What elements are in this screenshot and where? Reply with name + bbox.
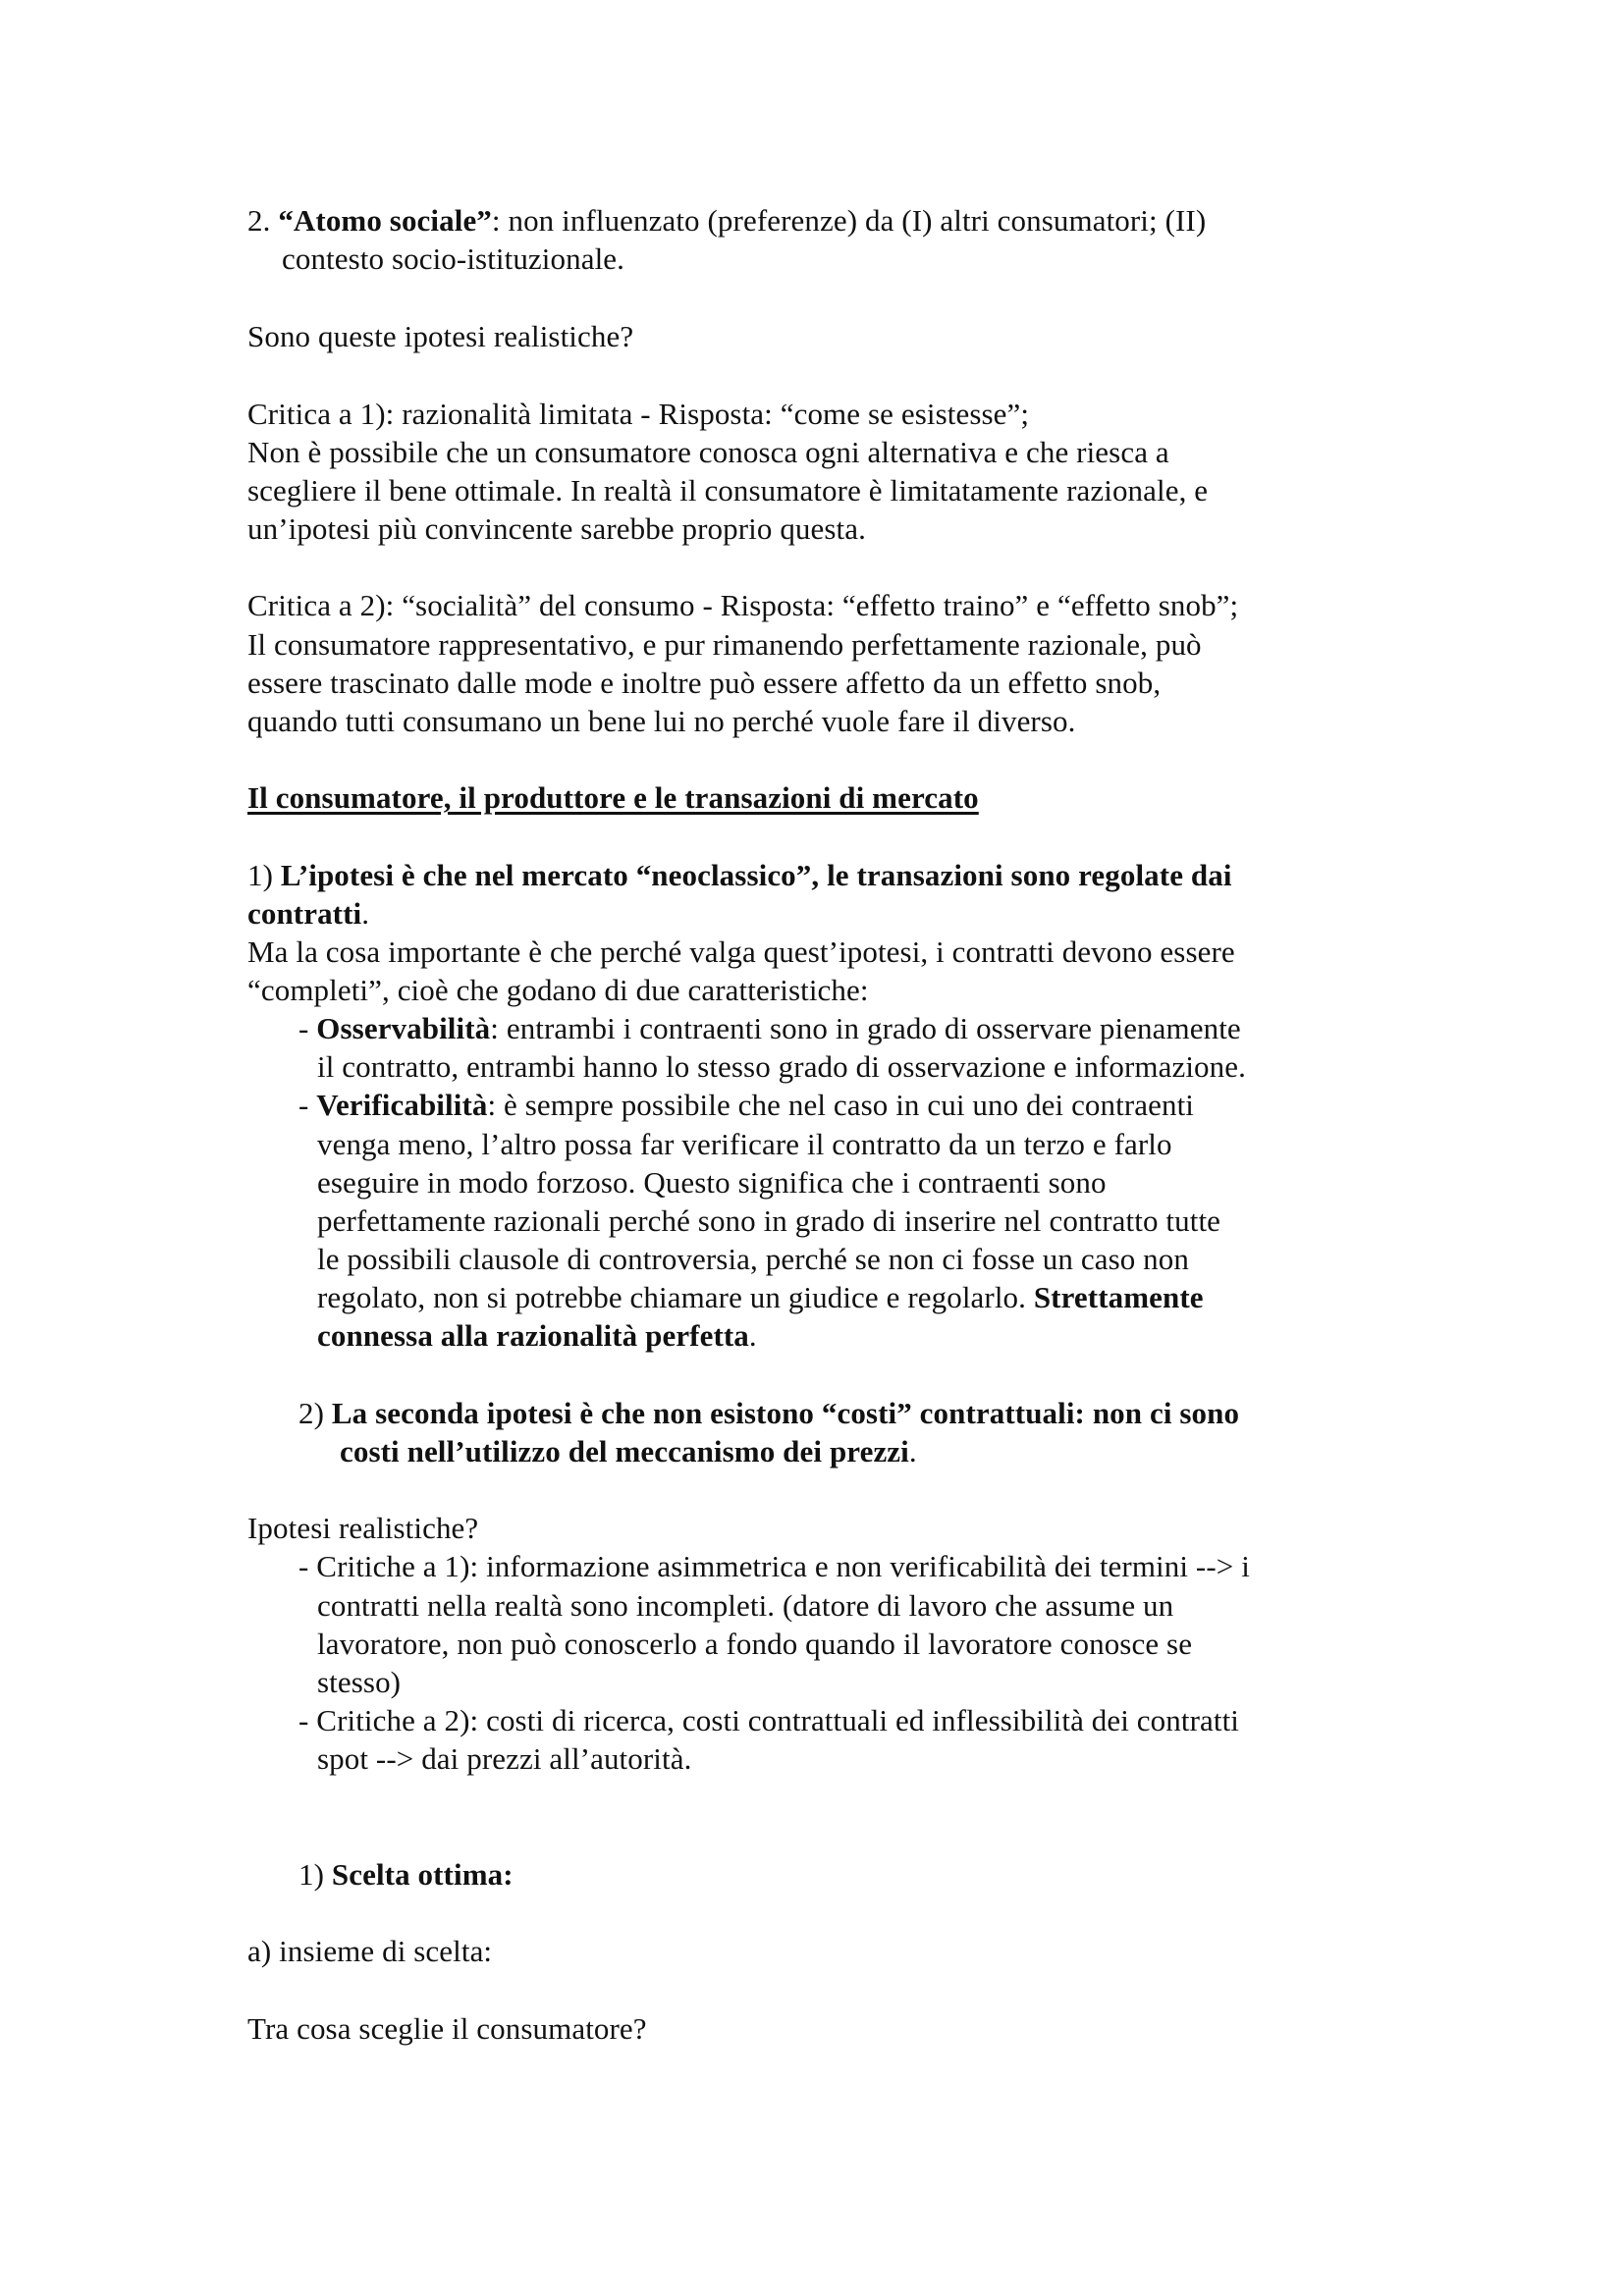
bold-text: contratti	[247, 896, 362, 931]
list-number: 2)	[298, 1396, 325, 1430]
scelta-ottima-heading	[298, 1856, 514, 1894]
list-number: 1)	[298, 1857, 325, 1892]
question-realistic: Sono queste ipotesi realistiche?	[247, 319, 634, 353]
critica-1-line-1: Critica a 1): razionalità limitata - Risposta: “come se esistesse”;	[247, 397, 1030, 431]
bold-text: costi nell’utilizzo del meccanismo dei prezzi	[340, 1434, 909, 1468]
bullet-osservabilita-line-1	[298, 1010, 1241, 1047]
critica-2-line-4: quando tutti consumano un bene lui no perché vuole fare il diverso.	[247, 704, 1076, 738]
critica-2-line-2: Il consumatore rappresentativo, e pur rimanendo perfettamente razionale, può	[247, 627, 1202, 662]
critica-2-line-1: Critica a 2): “socialità” del consumo - Risposta: “effetto traino” e “effetto snob”;	[247, 588, 1239, 622]
bullet-verificabilita-line-2: venga meno, l’altro possa far verificare il contratto da un terzo e farlo	[317, 1127, 1172, 1161]
bold-text: connessa alla razionalità perfetta	[317, 1318, 749, 1353]
section-heading: Il consumatore, il produttore e le transazioni di mercato	[247, 780, 979, 815]
bold-term: “Atomo sociale”	[278, 203, 492, 238]
bullet-verificabilita-line-7	[317, 1317, 757, 1355]
insieme-di-scelta: a) insieme di scelta:	[247, 1934, 493, 1968]
paragraph-text: : è sempre possibile che nel caso in cui uno dei contraenti	[487, 1088, 1195, 1122]
contracts-line-1: Ma la cosa importante è che perché valga quest’ipotesi, i contratti devono essere	[247, 934, 1235, 969]
list-number: 1)	[247, 858, 274, 892]
critiche-2-line-2: spot --> dai prezzi all’autorità.	[317, 1741, 692, 1776]
critiche-1-line-3: lavoratore, non può conoscerlo a fondo quando il lavoratore conosce se	[317, 1627, 1193, 1661]
bold-term: Verificabilità	[316, 1088, 488, 1122]
critiche-2-line-1	[298, 1702, 1239, 1739]
hypothesis-1-line-2	[247, 895, 369, 933]
bullet-verificabilita-line-5: le possibili clausole di controversia, perché se non ci fosse un caso non	[317, 1242, 1189, 1276]
paragraph-text: Critiche a 2): costi di ricerca, costi contrattuali ed inflessibilità dei contratti	[316, 1703, 1240, 1737]
hypothesis-2-line-1	[298, 1395, 1239, 1432]
critica-1-line-3: scegliere il bene ottimale. In realtà il consumatore è limitatamente razionale, e	[247, 473, 1209, 507]
bold-text: La seconda ipotesi è che non esistono “costi” contrattuali: non ci sono	[331, 1396, 1240, 1430]
paragraph-text: : non influenzato (preferenze) da (I) altri consumatori; (II)	[491, 203, 1207, 238]
question-realistic-2: Ipotesi realistiche?	[247, 1511, 479, 1545]
critica-1-line-4: un’ipotesi più convincente sarebbe proprio questa.	[247, 511, 866, 546]
paragraph-text: : entrambi i contraenti sono in grado di osservare pienamente	[490, 1011, 1241, 1045]
paragraph-text: contesto socio-istituzionale.	[282, 241, 624, 276]
atomo-sociale-line-1	[247, 202, 1206, 240]
bullet-verificabilita-line-6	[317, 1279, 1204, 1316]
hypothesis-2-line-2	[340, 1433, 917, 1470]
bullet-verificabilita-line-4: perfettamente razionali perché sono in grado di inserire nel contratto tutte	[317, 1203, 1221, 1238]
hypothesis-1-line-1	[247, 857, 1232, 894]
critiche-1-line-4: stesso)	[317, 1665, 402, 1699]
bullet-verificabilita-line-3: eseguire in modo forzoso. Questo significa che i contraenti sono	[317, 1165, 1107, 1200]
critiche-1-line-1	[298, 1548, 1250, 1585]
bullet-dash: -	[298, 1703, 309, 1737]
question-consumer-choice: Tra cosa sceglie il consumatore?	[247, 2011, 647, 2046]
bullet-dash: -	[298, 1549, 309, 1583]
punctuation: .	[361, 896, 370, 931]
list-number: 2.	[247, 203, 271, 238]
bold-text: Strettamente	[1033, 1280, 1204, 1314]
paragraph-text: regolato, non si potrebbe chiamare un giudice e regolarlo.	[317, 1280, 1034, 1314]
punctuation: .	[908, 1434, 917, 1468]
bold-term: Osservabilità	[316, 1011, 491, 1045]
bullet-verificabilita-line-1	[298, 1087, 1194, 1124]
atomo-sociale-line-2	[282, 240, 624, 278]
critiche-1-line-2: contratti nella realtà sono incompleti. (datore di lavoro che assume un	[317, 1588, 1174, 1623]
critica-1-line-2: Non è possibile che un consumatore conosca ogni alternativa e che riesca a	[247, 435, 1169, 469]
contracts-line-2: “completi”, cioè che godano di due caratteristiche:	[247, 973, 869, 1007]
bold-text: L’ipotesi è che nel mercato “neoclassico”, le transazioni sono regolate dai	[280, 858, 1232, 892]
bold-text: Scelta ottima:	[331, 1857, 514, 1892]
punctuation: .	[748, 1318, 757, 1353]
bullet-dash: -	[298, 1088, 309, 1122]
bullet-osservabilita-line-2: il contratto, entrambi hanno lo stesso grado di osservazione e informazione.	[317, 1049, 1246, 1084]
paragraph-text: Critiche a 1): informazione asimmetrica e non verificabilità dei termini --> i	[316, 1549, 1250, 1583]
bullet-dash: -	[298, 1011, 309, 1045]
critica-2-line-3: essere trascinato dalle mode e inoltre può essere affetto da un effetto snob,	[247, 666, 1162, 700]
